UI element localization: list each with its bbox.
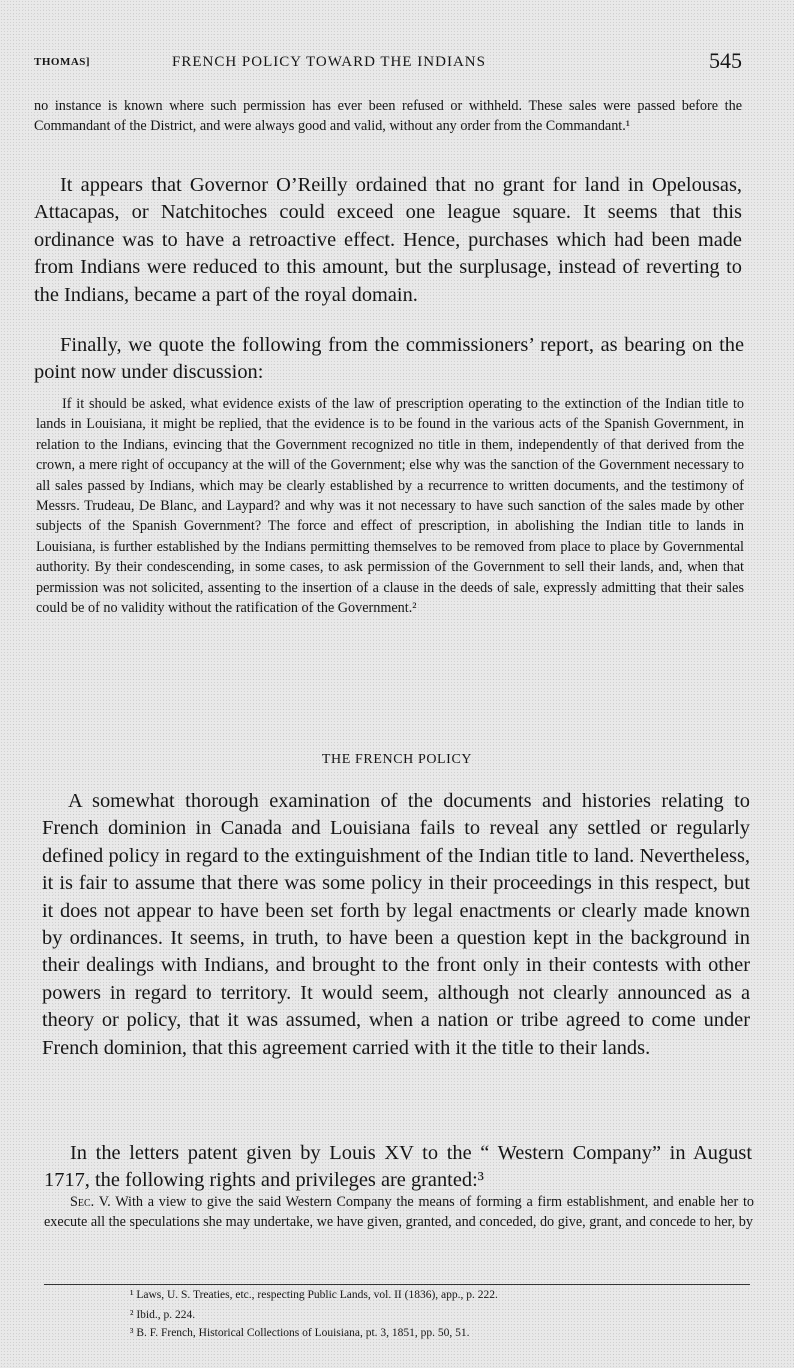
- header-author: THOMAS]: [34, 56, 91, 68]
- paragraph-french-policy: A somewhat thorough examination of the documents and histories relating to French dominion in Canada and Louisiana fails to reveal any settled or regularly defined policy in regard to the extinguishment of the Indian title to land. Nevertheless, it is fair to assume that there was some policy in their proceedings in this respect, but it does not appear to have been set forth by legal enactments or clearly made known by ordinances. It seems, in truth, to have been a question kept in the background in their dealings with Indians, and brought to the front only in their contests with other powers in regard to territory. It would seem, although not clearly announced as a theory or policy, that it was assumed, when a nation or tribe agreed to come under French dominion, that this agreement carried with it the title to their lands.: [42, 790, 750, 1059]
- footnote-2: ² Ibid., p. 224.: [130, 1309, 196, 1321]
- footnote-3: ³ B. F. French, Historical Collections of Louisiana, pt. 3, 1851, pp. 50, 51.: [130, 1327, 470, 1339]
- page-number: 545: [709, 48, 742, 73]
- paragraph-letters-patent: In the letters patent given by Louis XV to the “ Western Company” in August 1717, the following rights and privileges are granted:³: [44, 1142, 752, 1192]
- header-title: FRENCH POLICY TOWARD THE INDIANS: [172, 54, 486, 70]
- section-heading: THE FRENCH POLICY: [321, 752, 473, 767]
- section-v-text: With a view to give the said Western Company the means of forming a firm establishment, and enable her to execute all the speculations she may undertake, we have given, granted, and conceded, do give, grant, and concede to her, by: [44, 1194, 754, 1231]
- footnote-1: ¹ Laws, U. S. Treaties, etc., respecting Public Lands, vol. II (1836), app., p. 222.: [130, 1289, 498, 1301]
- running-header: [34, 48, 742, 78]
- footnote-divider: [44, 1284, 750, 1285]
- section-v-lead: Sec. V.: [70, 1194, 111, 1210]
- paragraph-section-v: [44, 1192, 754, 1233]
- paragraph-quote-continuation: no instance is known where such permission has ever been refused or withheld. These sales were passed before the Commandant of the District, and were always good and valid, without any order from the Commandant.¹: [34, 98, 742, 135]
- paragraph-commissioners-quote: If it should be asked, what evidence exists of the law of prescription operating to the extinction of the Indian title to lands in Louisiana, it might be replied, that the evidence is to be found in the various acts of the Spanish Government, in relation to the Indians, evincing that the Government recognized no title in them, independently of that derived from the crown, a mere right of occupancy at the will of the Government; else why was the sanction of the Government necessary to all sales passed by Indians, which may be clearly established by a recurrence to written documents, and the testimony of Messrs. Trudeau, De Blanc, and Laypard? and why was it not necessary to have such sanction of the sales made by other subjects of the Spanish Government? The force and effect of prescription, in abolishing the Indian title to lands in Louisiana, is further established by the Indians permitting themselves to be removed from place to place by Governmental authority. By their condescending, in some cases, to ask permission of the Government to sell their lands, and, when that permission was not solicited, assenting to the insertion of a clause in the deeds of sale, expressly admitting that their sales could be of no validity without the ratification of the Government.²: [36, 396, 744, 617]
- paragraph-commissioners-intro: Finally, we quote the following from the commissioners’ report, as bearing on the point now under discussion:: [34, 334, 744, 384]
- paragraph-oreilly-ordinance: It appears that Governor O’Reilly ordained that no grant for land in Opelousas, Attacapas, or Natchitoches could exceed one league square. It seems that this ordinance was to have a retroactive effect. Hence, purchases which had been made from Indians were reduced to this amount, but the surplusage, instead of reverting to the Indians, became a part of the royal domain.: [34, 174, 742, 306]
